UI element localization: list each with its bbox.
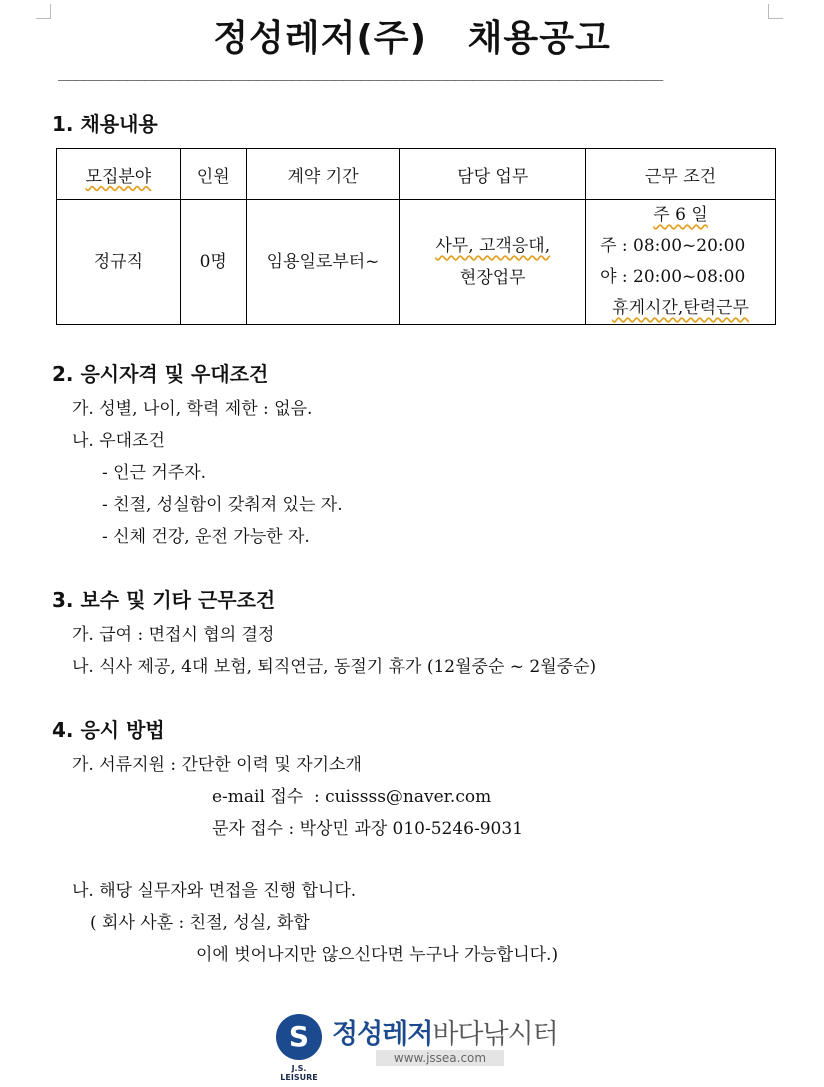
text-line: - 친절, 성실함이 갖춰져 있는 자. [102, 495, 343, 515]
recruitment-table [56, 148, 776, 325]
sms-line: 문자 접수 : 박상민 과장 010-5246-9031 [212, 819, 524, 839]
text-line: 이에 벗어나지만 않으신다면 누구나 가능합니다.) [196, 945, 559, 965]
table-header-cell: 계약 기간 [246, 149, 400, 200]
logo-url: www.jssea.com [376, 1050, 504, 1066]
table-header-cell: 모집분야 [57, 149, 181, 200]
condition-line: 휴게시간,탄력근무 [612, 298, 749, 318]
condition-line: 야 : 20:00~08:00 [600, 267, 746, 287]
title-underline: ______________________________________________________________________ [58, 62, 663, 81]
page-title: 정성레저(주) 채용공고 [213, 18, 611, 59]
table-header-cell: 담당 업무 [400, 149, 586, 200]
table-header-row [57, 149, 776, 200]
table-cell-period: 임용일로부터~ [246, 200, 400, 325]
table-row [57, 200, 776, 325]
logo-name: 정성레저바다낚시터 [332, 1019, 558, 1050]
text-line: 가. 급여 : 면접시 협의 결정 [72, 625, 275, 645]
table-cell-count: 0명 [180, 200, 246, 325]
table-cell-duty [400, 200, 586, 325]
table-cell-field: 정규직 [57, 200, 181, 325]
logo-mark-icon: S [276, 1014, 322, 1060]
logo-subtitle: J.S. LEISURE [280, 1064, 318, 1082]
text-line: ( 회사 사훈 : 친절, 성실, 화합 [90, 913, 310, 933]
text-line: 나. 해당 실무자와 면접을 진행 합니다. [72, 881, 357, 901]
company-logo [272, 1008, 562, 1084]
section-heading-application: 4. 응시 방법 [52, 718, 165, 742]
condition-line: 주 6 일 [653, 205, 708, 225]
duty-line: 현장업무 [459, 268, 526, 288]
table-cell-conditions [586, 200, 776, 325]
section-heading-pay: 3. 보수 및 기타 근무조건 [52, 588, 276, 612]
email-line: e-mail 접수 : cuissss@naver.com [212, 787, 492, 807]
text-line: 나. 우대조건 [72, 431, 165, 451]
text-line: 나. 식사 제공, 4대 보험, 퇴직연금, 동절기 휴가 (12월중순 ~ 2월중순) [72, 657, 597, 677]
text-line: - 인근 거주자. [102, 463, 207, 483]
table-header-cell: 근무 조건 [586, 149, 776, 200]
condition-line: 주 : 08:00~20:00 [600, 236, 746, 256]
text-line: - 신체 건강, 운전 가능한 자. [102, 527, 310, 547]
duty-line: 사무, 고객응대, [435, 236, 551, 256]
table-header-cell: 인원 [180, 149, 246, 200]
text-line: 가. 성별, 나이, 학력 제한 : 없음. [72, 399, 313, 419]
section-heading-recruitment: 1. 채용내용 [52, 112, 158, 136]
text-line: 가. 서류지원 : 간단한 이력 및 자기소개 [72, 755, 362, 775]
section-heading-qualifications: 2. 응시자격 및 우대조건 [52, 362, 269, 386]
